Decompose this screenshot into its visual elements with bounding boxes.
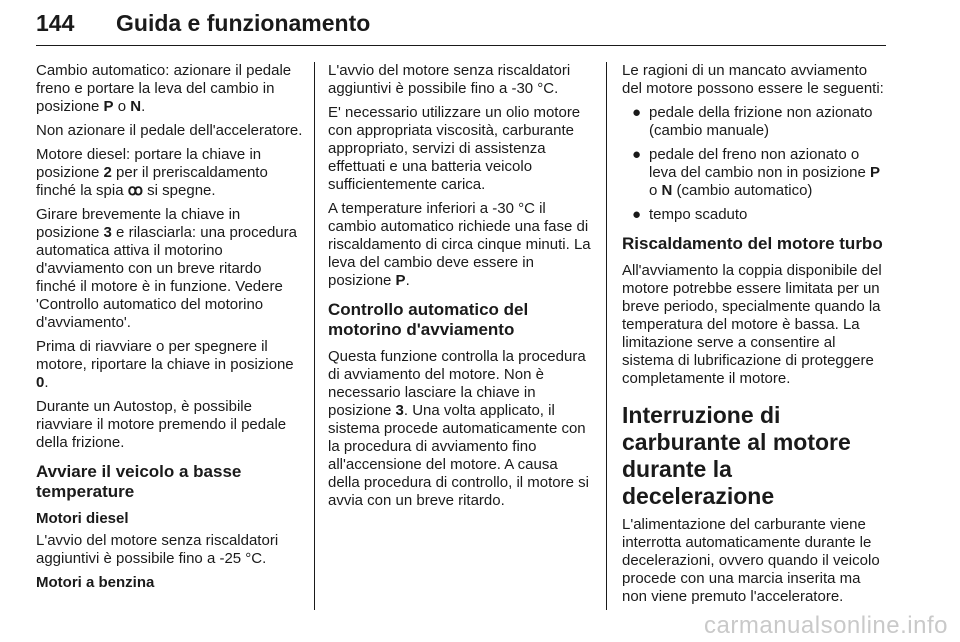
paragraph-automatic-gearbox	[36, 62, 304, 116]
text: Girare brevemente la chiave in posizione	[36, 206, 241, 241]
text: Cambio automatico: azionare il pedale freno e portare la leva del cambio in posizione	[36, 62, 292, 115]
heading-starter-control: Controllo automatico del motorino d'avviamento	[328, 300, 529, 339]
text: A temperature inferiori a -30 °C il cambio automatico richiede una fase di riscaldamento di circa cinque minuti. La leva del cambio deve essere in posizione	[328, 200, 591, 289]
heading-cold-start: Avviare il veicolo a basse temperature	[36, 462, 242, 501]
gear-p: P	[103, 98, 114, 115]
heading-fuel-cutoff: Interruzione di carburante al motore durante la decelerazione	[622, 402, 851, 509]
text: .	[44, 374, 49, 391]
text: e rilasciarla: una procedura automatica attiva il motorino d'avviamento con un breve ritardo finché il motore è in funzione. Vedere 'Controllo automatico del motorino d'avviamento'.	[36, 224, 297, 331]
key-position-2: 2	[103, 164, 112, 181]
text: Questa funzione controlla la procedura di avviamento del motore. Non è necessario lasciare la chiave in posizione	[328, 348, 586, 419]
bullet-icon: ●	[632, 206, 642, 223]
text: per il preriscaldamento finché la spia	[36, 164, 268, 199]
page-header	[36, 4, 886, 44]
heading-petrol-engines: Motori a benzina	[36, 574, 155, 591]
list-item	[622, 104, 888, 140]
text: Prima di riavviare o per spegnere il motore, riportare la chiave in posizione	[36, 338, 294, 373]
list-item	[622, 146, 888, 200]
watermark: carmanualsonline.info	[704, 612, 948, 639]
paragraph-diesel-limit: L'avvio del motore senza riscaldatori aggiuntivi è possibile fino a -25 °C.	[36, 532, 279, 567]
bullet-icon: ●	[632, 146, 642, 163]
paragraph-starter-control	[328, 348, 592, 510]
page-title: Guida e funzionamento	[116, 10, 371, 36]
paragraph-turn-key	[36, 206, 304, 332]
key-position-3: 3	[395, 402, 404, 419]
glow-plug-icon: ꝏ	[127, 182, 144, 199]
paragraph-restart	[36, 338, 304, 392]
column-3	[622, 62, 888, 612]
key-position-3: 3	[103, 224, 112, 241]
column-1	[36, 62, 304, 596]
paragraph-turbo-warmup: All'avviamento la coppia disponibile del motore potrebbe essere limitata per un breve periodo, specialmente quando la temperatura del motore è bassa. La limitazione serve a consentire al sistema di lubrificazione di proteggere completamente il motore.	[622, 262, 882, 387]
paragraph-autostop: Durante un Autostop, è possibile riavviare il motore premendo il pedale della frizione.	[36, 398, 287, 451]
text: o	[649, 182, 662, 199]
heading-diesel-engines: Motori diesel	[36, 510, 129, 527]
column-2	[328, 62, 592, 516]
text: tempo scaduto	[649, 206, 748, 223]
column-divider-right	[606, 62, 607, 610]
page-number: 144	[36, 10, 75, 36]
text: si spegne.	[143, 182, 216, 199]
list-item	[622, 206, 888, 224]
paragraph-oil-requirements: E' necessario utilizzare un olio motore con appropriata viscosità, carburante appropriato, servizi di assistenza effettuati e una batteria veicolo sufficientemente carica.	[328, 104, 581, 193]
text: Motore diesel: portare la chiave in posizione	[36, 146, 262, 181]
text: .	[141, 98, 146, 115]
gear-n: N	[130, 98, 142, 115]
key-position-0: 0	[36, 374, 45, 391]
text: pedale della frizione non azionato (cambio manuale)	[649, 104, 873, 139]
text: . Una volta applicato, il sistema procede automaticamente con la procedura di avviamento fino all'accensione del motore. A causa della procedura di controllo, il motore si avvia con un breve ritardo.	[328, 402, 589, 509]
heading-turbo-warmup: Riscaldamento del motore turbo	[622, 234, 883, 253]
paragraph-diesel-preheat	[36, 146, 304, 200]
bullet-icon: ●	[632, 104, 642, 121]
paragraph-petrol-limit: L'avvio del motore senza riscaldatori aggiuntivi è possibile fino a -30 °C.	[328, 62, 571, 97]
failure-reasons-list	[622, 104, 888, 224]
header-rule	[36, 45, 886, 46]
gear-p: P	[869, 164, 880, 181]
paragraph-no-accelerator: Non azionare il pedale dell'acceleratore.	[36, 122, 303, 139]
text: (cambio automatico)	[672, 182, 813, 199]
paragraph-failure-reasons: Le ragioni di un mancato avviamento del motore possono essere le seguenti:	[622, 62, 884, 97]
text: .	[405, 272, 410, 289]
paragraph-fuel-cutoff: L'alimentazione del carburante viene interrotta automaticamente durante le decelerazioni, ovvero quando il veicolo procede con una marcia inserita ma non viene premuto l'acceleratore.	[622, 516, 880, 605]
text: o	[113, 98, 131, 115]
column-divider-left	[314, 62, 315, 610]
gear-p: P	[395, 272, 406, 289]
paragraph-low-temp-gearbox	[328, 200, 592, 290]
text: pedale del freno non azionato o leva del cambio non in posizione	[649, 146, 870, 181]
gear-n: N	[661, 182, 673, 199]
